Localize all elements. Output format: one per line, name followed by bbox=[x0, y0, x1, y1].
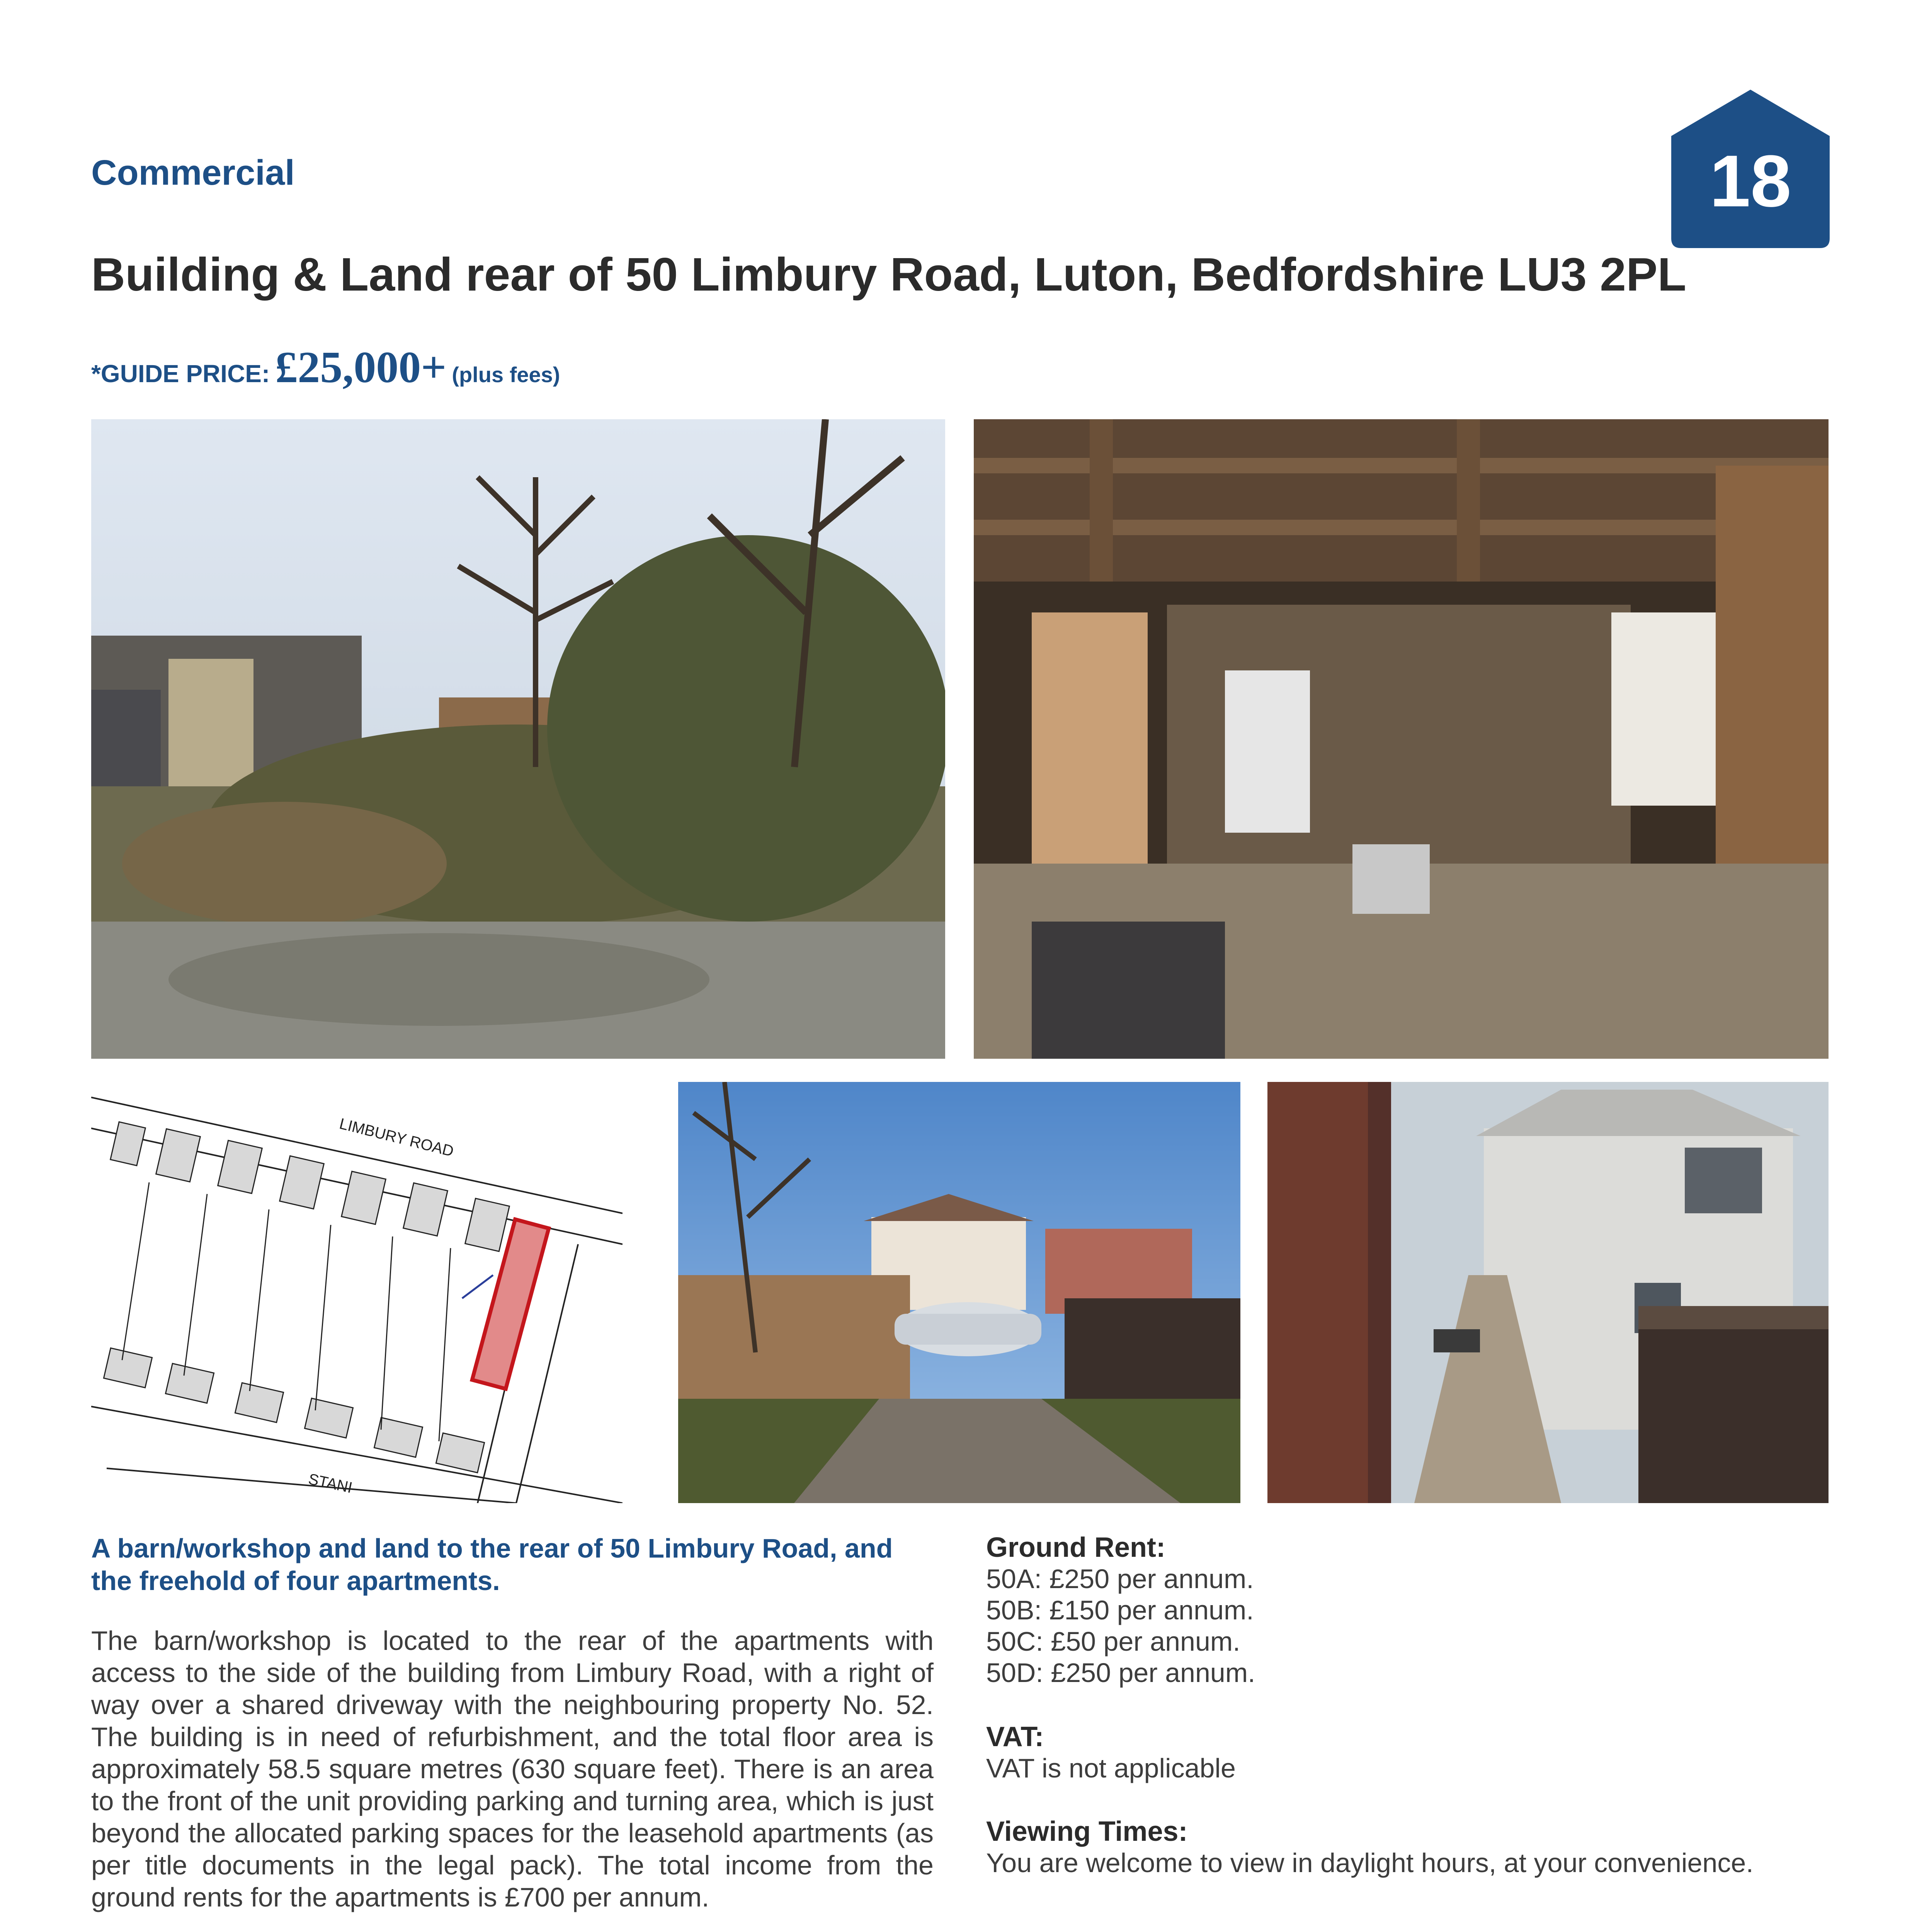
vat-text: VAT is not applicable bbox=[986, 1753, 1236, 1783]
ground-rent-line: 50B: £150 per annum. bbox=[986, 1595, 1254, 1625]
viewing-section bbox=[986, 1816, 1856, 1879]
intro-text: A barn/workshop and land to the rear of 50 Limbury Road, and the freehold of four apartments. bbox=[91, 1533, 893, 1596]
ground-rent-heading: Ground Rent: bbox=[986, 1532, 1165, 1563]
photo-driveway-parking bbox=[678, 1082, 1240, 1503]
ground-rent-line: 50C: £50 per annum. bbox=[986, 1626, 1240, 1656]
property-title: Building & Land rear of 50 Limbury Road, Luton, Bedfordshire LU3 2PL bbox=[91, 248, 1686, 301]
map-street-label-bottom: STANI bbox=[307, 1470, 354, 1497]
ground-rent bbox=[986, 1532, 1856, 1689]
vat-heading: VAT: bbox=[986, 1721, 1044, 1752]
photo-workshop-interior bbox=[974, 419, 1829, 1059]
photo-overgrown-land bbox=[91, 419, 945, 1059]
category-heading: Commercial bbox=[91, 153, 295, 192]
guide-price-fees: (plus fees) bbox=[452, 362, 560, 387]
ground-rent-line: 50A: £250 per annum. bbox=[986, 1564, 1254, 1594]
map-street-label-top: LIMBURY ROAD bbox=[337, 1115, 456, 1160]
guide-price-value: £25,000+ bbox=[275, 343, 447, 392]
lot-number: 18 bbox=[1709, 140, 1791, 222]
guide-price bbox=[91, 342, 560, 393]
vat-section bbox=[986, 1721, 1856, 1784]
site-map bbox=[91, 1082, 623, 1503]
photo-side-access bbox=[1267, 1082, 1829, 1503]
ground-rent-line: 50D: £250 per annum. bbox=[986, 1658, 1255, 1688]
guide-price-label: *GUIDE PRICE: bbox=[91, 360, 270, 388]
viewing-heading: Viewing Times: bbox=[986, 1816, 1188, 1847]
viewing-text: You are welcome to view in daylight hours, at your convenience. bbox=[986, 1848, 1754, 1878]
description-text: The barn/workshop is located to the rear of the apartments with access to the side of the building from Limbury Road, with a right of way over a shared driveway with the neighbouring property No. 52. The building is in need of refurbishment, and the total floor area is approximately 58.5 square metres (630 square feet). There is an area to the front of the unit providing parking and turning area, which is just beyond the allocated parking spaces for the leasehold apartments (as per title documents in the legal pack). The total income from the ground rents for the apartments is £700 per annum. bbox=[91, 1626, 934, 1912]
